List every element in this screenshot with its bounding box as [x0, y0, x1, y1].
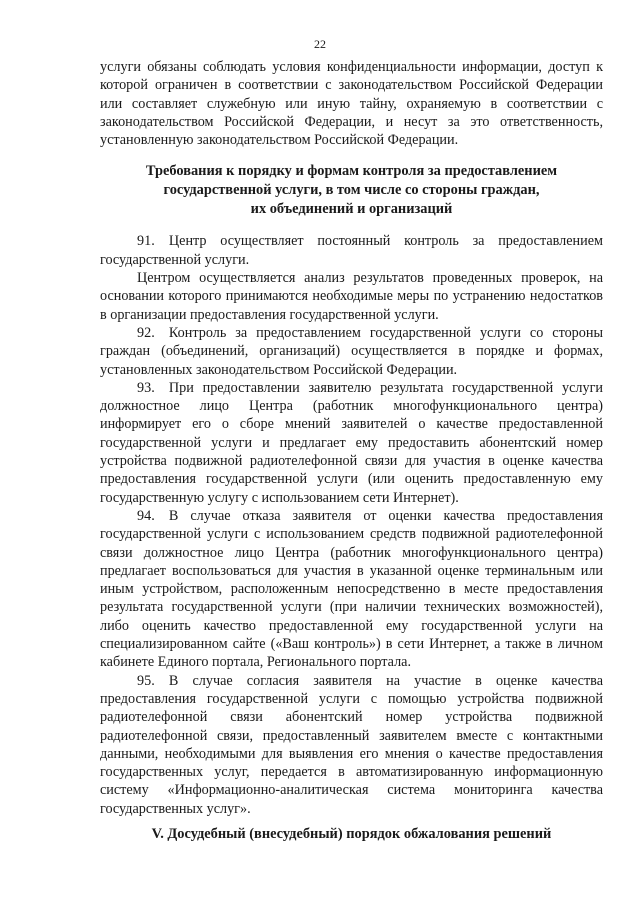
- paragraph-91-analysis: Центром осуществляется анализ результатов проведенных проверок, на основании которого принимаются необходимые меры по устранению недостатков в организации предоставления государственной услуги.: [100, 270, 603, 323]
- paragraph-91: 91. Центр осуществляет постоянный контроль за предоставлением государственной услуги.: [100, 233, 603, 268]
- intro-paragraph: услуги обязаны соблюдать условия конфиденциальности информации, доступ к которой ограничен в соответствии с законодательством Российской Федерации или составляет служебную или иную тайну, охраняемую в соответствии с законодательством Российской Федерации, и несут за это ответственность, установленную законодательством Российской Федерации.: [100, 59, 603, 149]
- section-title-line-2: государственной услуги, в том числе со стороны граждан,: [163, 182, 540, 199]
- paragraph-95: 95. В случае согласия заявителя на участие в оценке качества предоставления государственной услуги с помощью устройства подвижной радиотелефонной связи абонентский номер устройства подвижной радиотелефонной связи, предоставленный заявителем вместе с контактными данными, необходимыми для выявления его мнения о качестве предоставления государственных услуг, передается в автоматизированную информационную систему «Информационно-аналитическая система мониторинга качества государственных услуг».: [100, 672, 603, 817]
- paragraph-93: 93. При предоставлении заявителю результата государственной услуги должностное лицо Центра (работник многофункционального центра) информирует его о сборе мнений заявителей о качестве предоставленной государственной услуги и предлагает ему предоставить абонентский номер устройства подвижной радиотелефонной связи для участия в оценке качества предоставления государственной услуги (или оценить предоставленную ему государственную услугу с использованием сети Интернет).: [100, 379, 603, 506]
- chapter-heading: V. Досудебный (внесудебный) порядок обжалования решений: [151, 826, 552, 842]
- page-number: 22: [314, 37, 326, 51]
- section-title-line-3: их объединений и организаций: [250, 201, 453, 218]
- section-title: [100, 162, 603, 219]
- document-body: [100, 58, 603, 818]
- paragraph-92: 92. Контроль за предоставлением государственной услуги со стороны граждан (объединений, организаций) осуществляется в порядке и формах, установленных законодательством Российской Федерации.: [100, 324, 603, 378]
- paragraph-94: 94. В случае отказа заявителя от оценки качества предоставления государственной услуги с использованием средств подвижной радиотелефонной связи должностное лицо Центра (работник многофункционального центра) предлагает воспользоваться для участия в указанной оценке терминальным или иным устройством, расположенным непосредственно в месте предоставления результата государственной услуги (при наличии технических возможностей), либо оценить качество предоставленной ему государственной услуги на специализированном сайте («Ваш контроль») в сети Интернет, а также в личном кабинете Единого портала, Регионального портала.: [100, 507, 603, 671]
- section-title-line-1: Требования к порядку и формам контроля за предоставлением: [145, 163, 558, 180]
